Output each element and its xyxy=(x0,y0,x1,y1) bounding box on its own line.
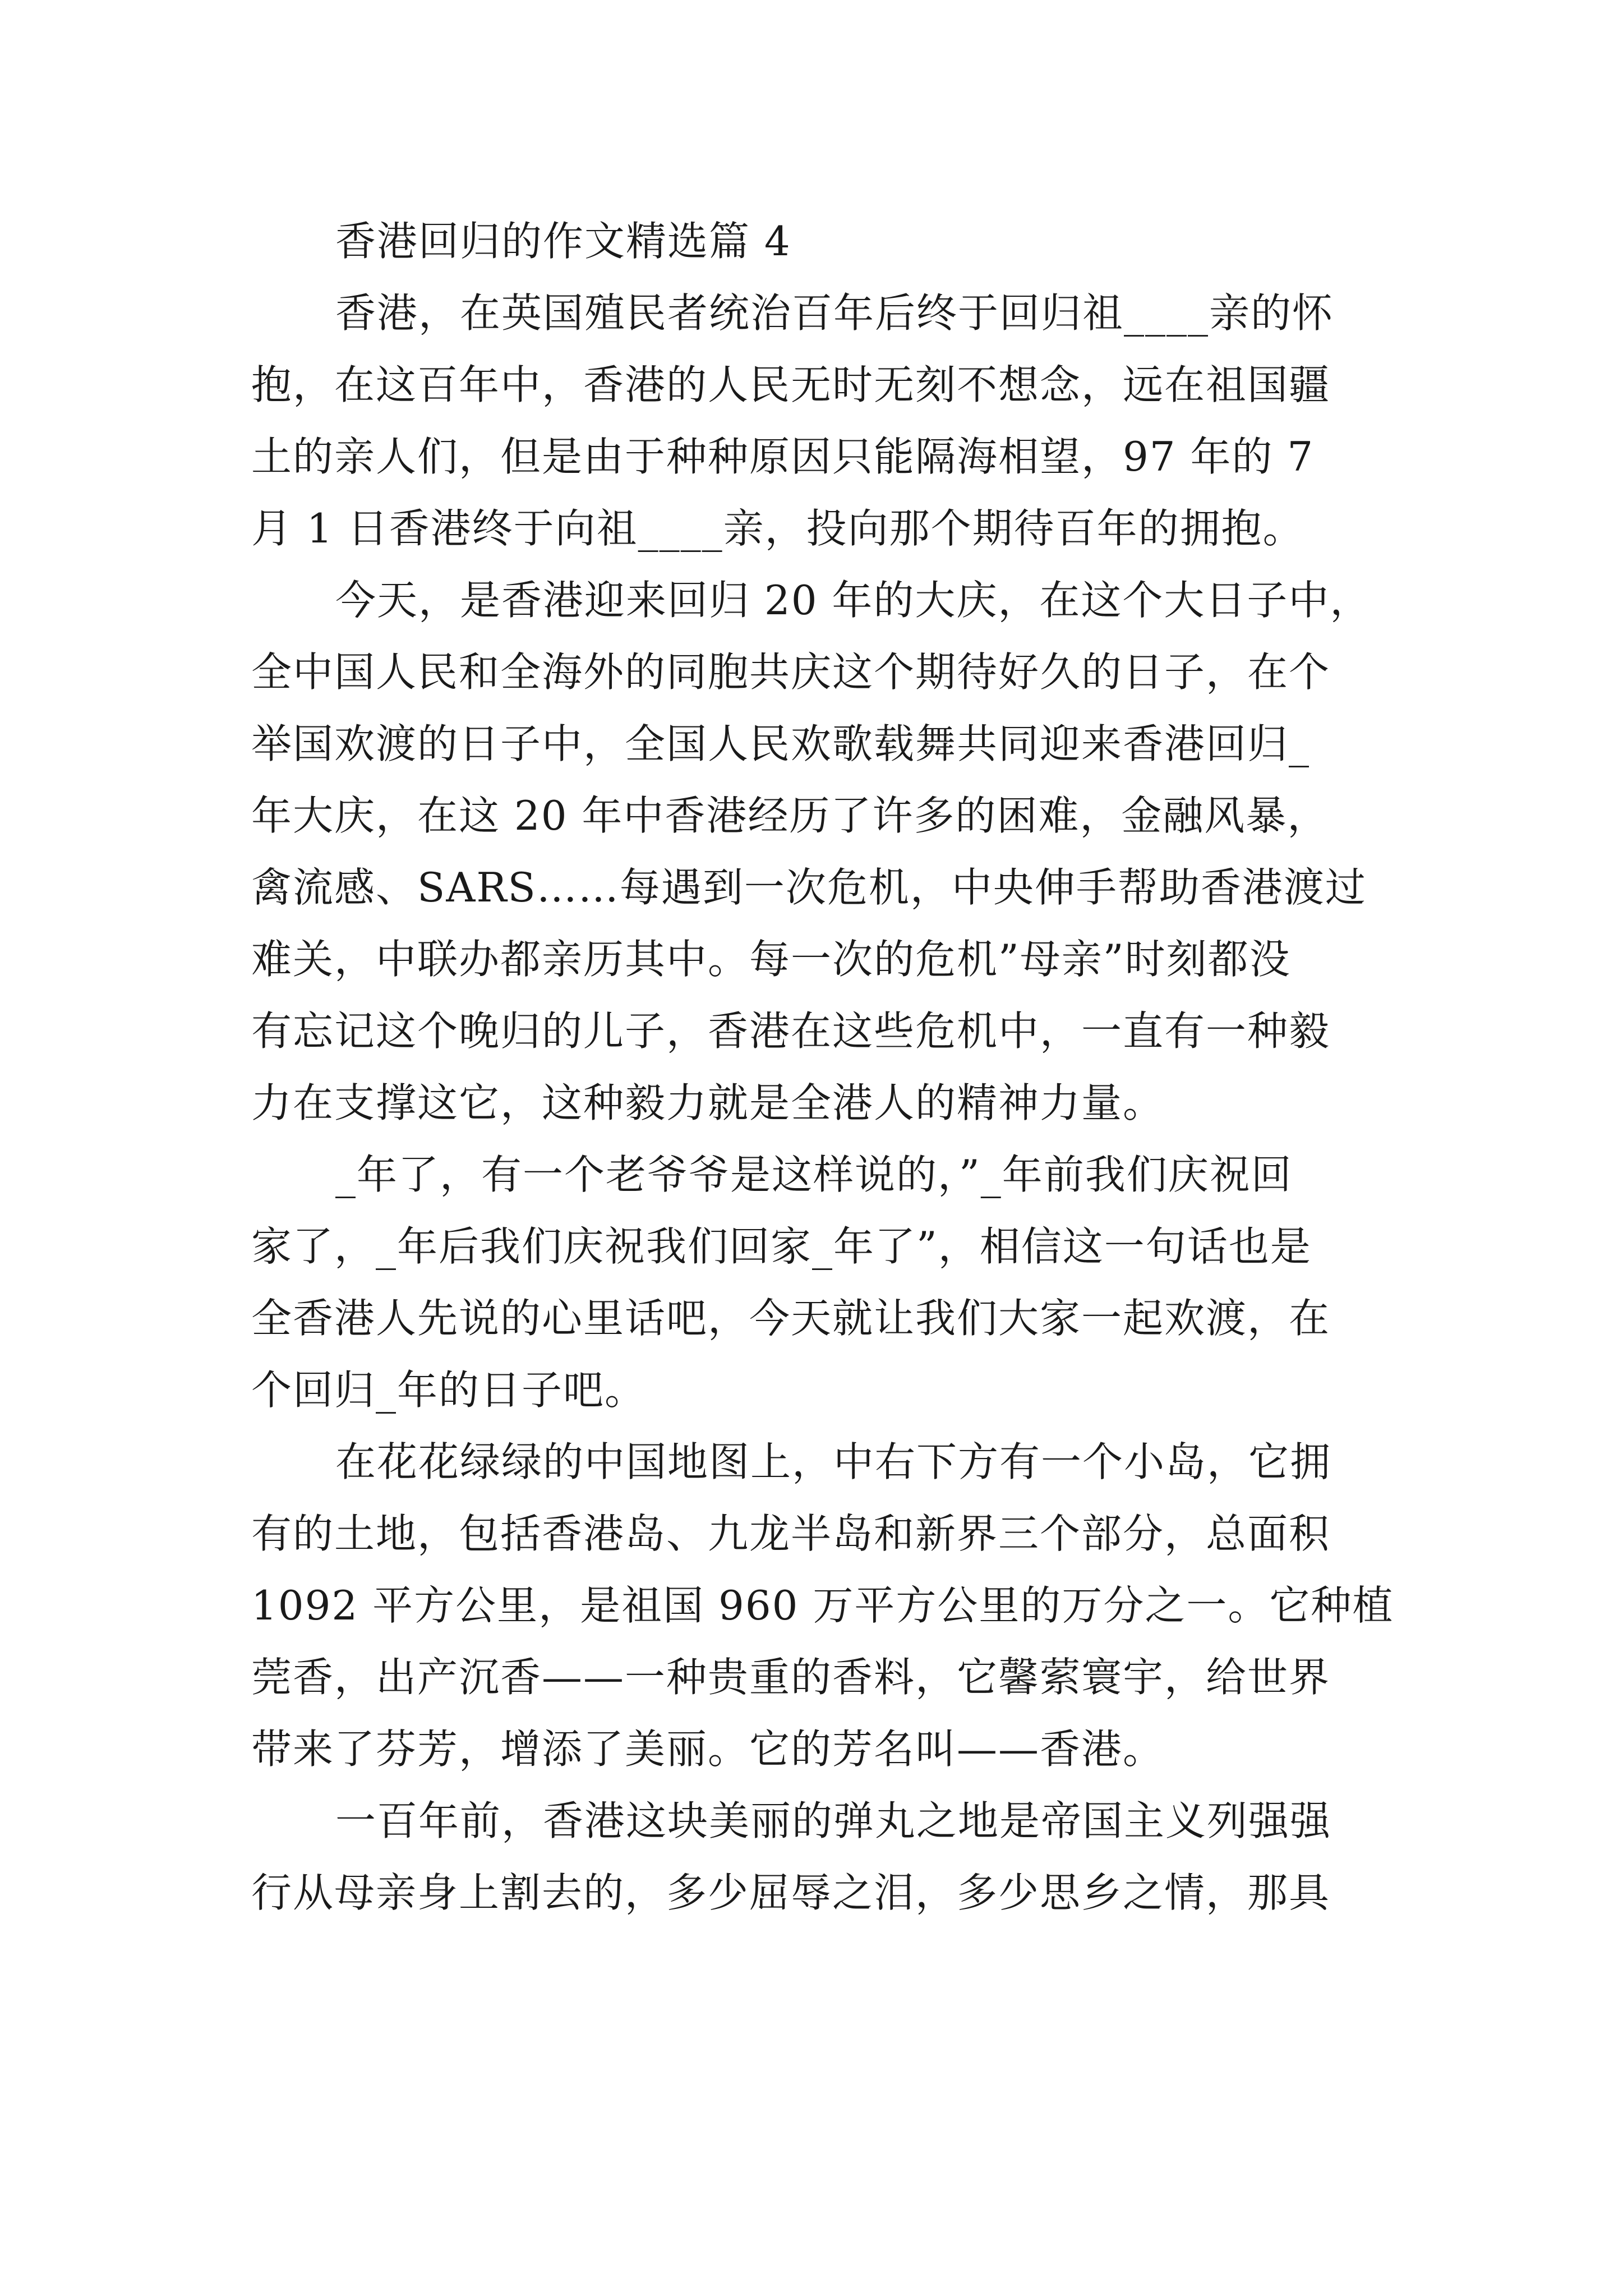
paragraph-line: 今天，是香港迎来回归 20 年的大庆，在这个大日子中， xyxy=(335,577,1372,624)
paragraph-line: 在花花绿绿的中国地图上，中右下方有一个小岛，它拥 xyxy=(335,1438,1332,1485)
paragraph-5 xyxy=(251,1785,1384,1929)
paragraph-line: 力在支撑这它，这种毅力就是全港人的精神力量。 xyxy=(251,1079,1165,1126)
paragraph-line: 年大庆，在这 20 年中香港经历了许多的困难，金融风暴， xyxy=(251,792,1329,839)
paragraph-line: 土的亲人们，但是由于种种原因只能隔海相望，97 年的 7 xyxy=(251,433,1315,480)
paragraph-line: 有忘记这个晚归的儿子，香港在这些危机中，一直有一种毅 xyxy=(251,1007,1331,1055)
paragraph-line: 禽流感、SARS……每遇到一次危机，中央伸手帮助香港渡过 xyxy=(251,864,1367,911)
paragraph-line: 月 1 日香港终于向祖____亲，投向那个期待百年的拥抱。 xyxy=(251,505,1304,552)
paragraph-line: 家了，_年后我们庆祝我们回家_年了”，相信这一句话也是 xyxy=(251,1223,1312,1270)
paragraph-line: 带来了芬芳，增添了美丽。它的芳名叫——香港。 xyxy=(251,1726,1165,1773)
paragraph-line: 抱，在这百年中，香港的人民无时无刻不想念，远在祖国疆 xyxy=(251,361,1331,408)
paragraph-line: 有的土地，包括香港岛、九龙半岛和新界三个部分，总面积 xyxy=(251,1510,1331,1557)
paragraph-line: 行从母亲身上割去的，多少屈辱之泪，多少思乡之情，那具 xyxy=(251,1869,1331,1916)
paragraph-line: 一百年前，香港这块美丽的弹丸之地是帝国主义列强强 xyxy=(335,1797,1332,1844)
paragraph-line: 全香港人先说的心里话吧，今天就让我们大家一起欢渡，在 xyxy=(251,1295,1331,1342)
paragraph-line: 个回归_年的日子吧。 xyxy=(251,1366,647,1414)
paragraph-line: 举国欢渡的日子中，全国人民欢歌载舞共同迎来香港回归_ xyxy=(251,720,1311,767)
document-body xyxy=(251,205,1394,1929)
paragraph-line: 1092 平方公里，是祖国 960 万平方公里的万分之一。它种植 xyxy=(251,1582,1394,1629)
paragraph-4 xyxy=(251,1426,1394,1785)
paragraph-line: 香港，在英国殖民者统治百年后终于回归祖____亲的怀 xyxy=(335,289,1334,337)
paragraph-line: 莞香，出产沉香——一种贵重的香料，它馨萦寰宇，给世界 xyxy=(251,1654,1331,1701)
paragraph-1 xyxy=(251,277,1384,564)
document-title: 香港回归的作文精选篇 4 xyxy=(335,218,791,265)
paragraph-line: 难关，中联办都亲历其中。每一次的危机”母亲”时刻都没 xyxy=(251,936,1291,983)
paragraph-2 xyxy=(251,564,1384,1139)
paragraph-line: _年了，有一个老爷爷是这样说的，”_年前我们庆祝回 xyxy=(335,1151,1293,1198)
paragraph-line: 全中国人民和全海外的同胞共庆这个期待好久的日子，在个 xyxy=(251,648,1331,696)
paragraph-3 xyxy=(251,1139,1384,1426)
